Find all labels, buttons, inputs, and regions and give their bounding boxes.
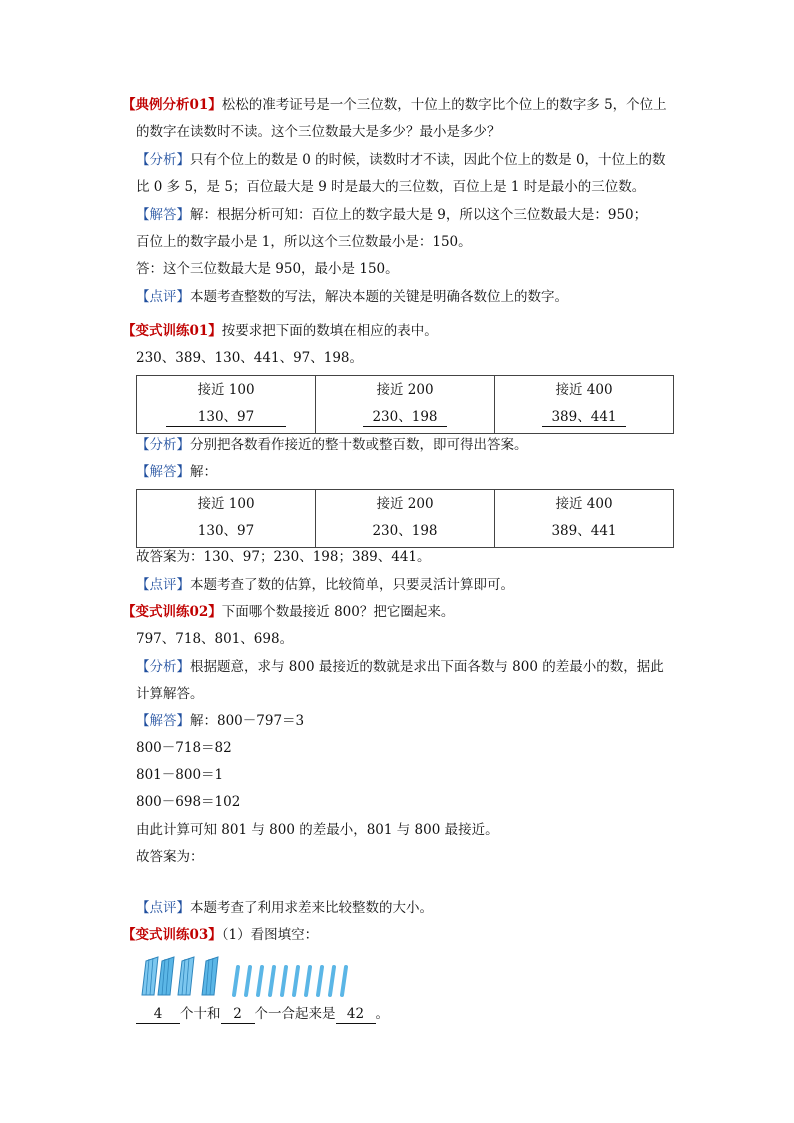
training-02-result: 故答案为： [136, 849, 204, 865]
table-cell: 接近 100 130、97 [137, 490, 316, 548]
table-cell: 接近 200 230、198 [316, 490, 495, 548]
example-tag: 【典例分析01】 [122, 97, 222, 113]
training-02-conclusion: 由此计算可知 801 与 800 的差最小，801 与 800 最接近。 [136, 822, 499, 838]
table-cell: 接近 400 389、441 [495, 376, 674, 434]
table-cell: 接近 100 130、97 [137, 376, 316, 434]
fill-table [136, 375, 674, 434]
training-02-analysis-1: 【分析】根据题意，求与 800 最接近的数就是求出下面各数与 800 的差最小的数，据此 [136, 659, 664, 675]
training-02-question: 【变式训练02】下面哪个数最接近 800？把它圈起来。 [122, 604, 455, 620]
table-cell: 接近 400 389、441 [495, 490, 674, 548]
ten-bundle [142, 957, 158, 995]
training-01-question: 【变式训练01】按要求把下面的数填在相应的表中。 [122, 323, 438, 339]
training-02-comment: 【点评】本题考查了利用求差来比较整数的大小。 [136, 900, 433, 916]
training-tag: 【变式训练02】 [122, 604, 222, 620]
training-03-question: 【变式训练03】（1）看图填空： [122, 927, 319, 943]
ten-bundle [178, 957, 194, 995]
example-01-analysis-2: 比 0 多 5，是 5；百位最大是 9 时是最大的三位数，百位上是 1 时是最小的三位数。 [136, 179, 646, 195]
single-sticks [234, 967, 346, 995]
ten-bundle [158, 957, 174, 995]
analysis-tag: 【分析】 [136, 152, 190, 168]
answer-tag: 【解答】 [136, 713, 190, 729]
analysis-tag: 【分析】 [136, 659, 190, 675]
calc-line: 800－698＝102 [136, 794, 241, 810]
answer-blank: 130、97 [166, 408, 286, 427]
example-01-analysis-1: 【分析】只有个位上的数是 0 的时候，读数时才不读，因此个位上的数是 0，十位上的数 [136, 152, 666, 168]
answer-tag: 【解答】 [136, 464, 190, 480]
comment-tag: 【点评】 [136, 289, 190, 305]
counting-sticks-figure [138, 955, 368, 997]
example-01-answer-3: 答：这个三位数最大是 950，最小是 150。 [136, 261, 399, 277]
training-01-analysis: 【分析】分别把各数看作接近的整十数或整百数，即可得出答案。 [136, 437, 528, 453]
analysis-tag: 【分析】 [136, 437, 190, 453]
example-01-answer-1: 【解答】解：根据分析可知：百位上的数字最大是 9，所以这个三位数最大是：950； [136, 207, 648, 223]
total-blank: 42 [336, 1005, 376, 1024]
comment-tag: 【点评】 [136, 900, 190, 916]
training-tag: 【变式训练03】 [122, 927, 222, 943]
comment-tag: 【点评】 [136, 577, 190, 593]
example-01-answer-2: 百位上的数字最小是 1，所以这个三位数最小是：150。 [136, 234, 472, 250]
answer-tag: 【解答】 [136, 207, 190, 223]
example-01-comment: 【点评】本题考查整数的写法，解决本题的关键是明确各数位上的数字。 [136, 289, 568, 305]
training-01-comment: 【点评】本题考查了数的估算，比较简单，只要灵活计算即可。 [136, 577, 514, 593]
fill-in-sentence: 4 个十和 2 个一合起来是 42 。 [136, 1004, 389, 1024]
example-01-line-1: 【典例分析01】松松的准考证号是一个三位数，十位上的数字比个位上的数字多 5，个位上 [122, 97, 667, 113]
ten-bundle [202, 957, 218, 995]
tens-blank: 4 [136, 1005, 180, 1024]
ones-blank: 2 [221, 1005, 255, 1024]
answer-blank: 389、441 [542, 408, 626, 427]
training-01-numbers: 230、389、130、441、97、198。 [136, 350, 364, 366]
example-01-line-2: 的数字在读数时不读。这个三位数最大是多少？最小是多少？ [136, 124, 501, 140]
training-02-analysis-2: 计算解答。 [136, 686, 204, 702]
training-tag: 【变式训练01】 [122, 323, 222, 339]
answer-table [136, 489, 674, 548]
training-01-result: 故答案为：130、97；230、198；389、441。 [136, 549, 431, 565]
answer-blank: 230、198 [363, 408, 447, 427]
training-01-answer: 【解答】解： [136, 464, 217, 480]
calc-line: 800－718＝82 [136, 740, 232, 756]
training-02-answer-1: 【解答】解：800－797＝3 [136, 713, 305, 729]
table-cell: 接近 200 230、198 [316, 376, 495, 434]
training-02-numbers: 797、718、801、698。 [136, 631, 294, 647]
calc-line: 801－800＝1 [136, 767, 224, 783]
